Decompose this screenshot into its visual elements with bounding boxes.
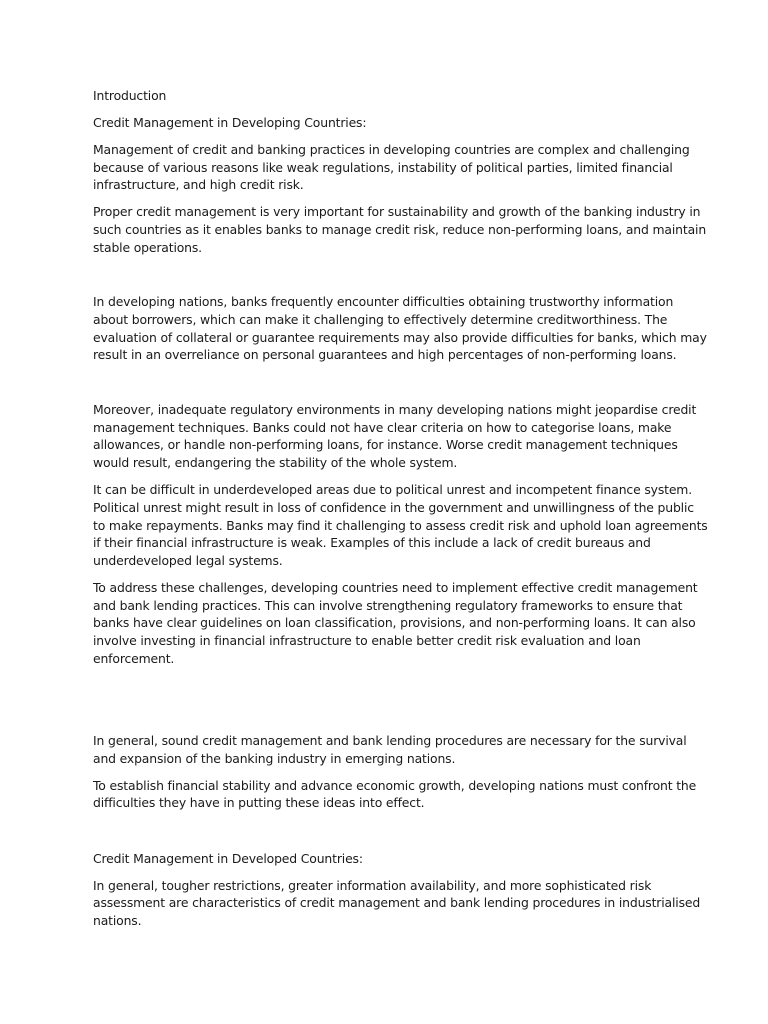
paragraph-5-line-4: if their financial infrastructure is weak. Examples of this include a lack of credit bureaus and	[93, 535, 651, 550]
heading-developed-countries: Credit Management in Developed Countries:	[93, 851, 363, 866]
paragraph-2-line-2: such countries as it enables banks to manage credit risk, reduce non-performing loans, and maintain	[93, 222, 707, 237]
paragraph-8-line-2: difficulties they have in putting these ideas into effect.	[93, 795, 425, 810]
paragraph-6-line-3: banks have clear guidelines on loan classification, provisions, and non-performing loans. It can also	[93, 615, 696, 630]
paragraph-6-line-1: To address these challenges, developing countries need to implement effective credit management	[93, 580, 698, 595]
paragraph-9-line-1: In general, tougher restrictions, greater information availability, and more sophisticated risk	[93, 878, 652, 893]
paragraph-5-line-5: underdeveloped legal systems.	[93, 553, 283, 568]
paragraph-4-line-2: management techniques. Banks could not have clear criteria on how to categorise loans, make	[93, 420, 672, 435]
paragraph-2-line-1: Proper credit management is very important for sustainability and growth of the banking industry in	[93, 204, 701, 219]
paragraph-5-line-3: to make repayments. Banks may find it challenging to assess credit risk and uphold loan agreements	[93, 518, 708, 533]
paragraph-3-line-1: In developing nations, banks frequently encounter difficulties obtaining trustworthy information	[93, 294, 674, 309]
paragraph-2-line-3: stable operations.	[93, 240, 202, 255]
paragraph-1-line-3: infrastructure, and high credit risk.	[93, 177, 304, 192]
paragraph-6-line-4: involve investing in financial infrastructure to enable better credit risk evaluation and loan	[93, 633, 641, 648]
paragraph-1-line-1: Management of credit and banking practices in developing countries are complex and challenging	[93, 142, 690, 157]
paragraph-3-line-4: result in an overreliance on personal guarantees and high percentages of non-performing loans.	[93, 347, 677, 362]
heading-developing-countries: Credit Management in Developing Countries:	[93, 115, 367, 130]
paragraph-5-line-2: Political unrest might result in loss of confidence in the government and unwillingness of the public	[93, 500, 694, 515]
paragraph-9-line-3: nations.	[93, 913, 142, 928]
paragraph-3-line-3: evaluation of collateral or guarantee requirements may also provide difficulties for banks, which may	[93, 330, 707, 345]
heading-introduction: Introduction	[93, 88, 167, 103]
paragraph-4-line-1: Moreover, inadequate regulatory environments in many developing nations might jeopardise credit	[93, 402, 697, 417]
paragraph-4-line-4: would result, endangering the stability of the whole system.	[93, 455, 458, 470]
paragraph-4-line-3: allowances, or handle non-performing loans, for instance. Worse credit management techniques	[93, 437, 678, 452]
paragraph-8-line-1: To establish financial stability and advance economic growth, developing nations must confront the	[93, 778, 697, 793]
paragraph-1-line-2: because of various reasons like weak regulations, instability of political parties, limited financial	[93, 160, 673, 175]
paragraph-6-line-5: enforcement.	[93, 651, 175, 666]
paragraph-6-line-2: and bank lending practices. This can involve strengthening regulatory frameworks to ensure that	[93, 598, 683, 613]
paragraph-5-line-1: It can be difficult in underdeveloped areas due to political unrest and incompetent finance system.	[93, 482, 693, 497]
paragraph-3-line-2: about borrowers, which can make it challenging to effectively determine creditworthiness. The	[93, 312, 668, 327]
paragraph-7-line-1: In general, sound credit management and bank lending procedures are necessary for the survival	[93, 733, 687, 748]
paragraph-7-line-2: and expansion of the banking industry in emerging nations.	[93, 751, 456, 766]
paragraph-9-line-2: assessment are characteristics of credit management and bank lending procedures in industrialised	[93, 895, 701, 910]
